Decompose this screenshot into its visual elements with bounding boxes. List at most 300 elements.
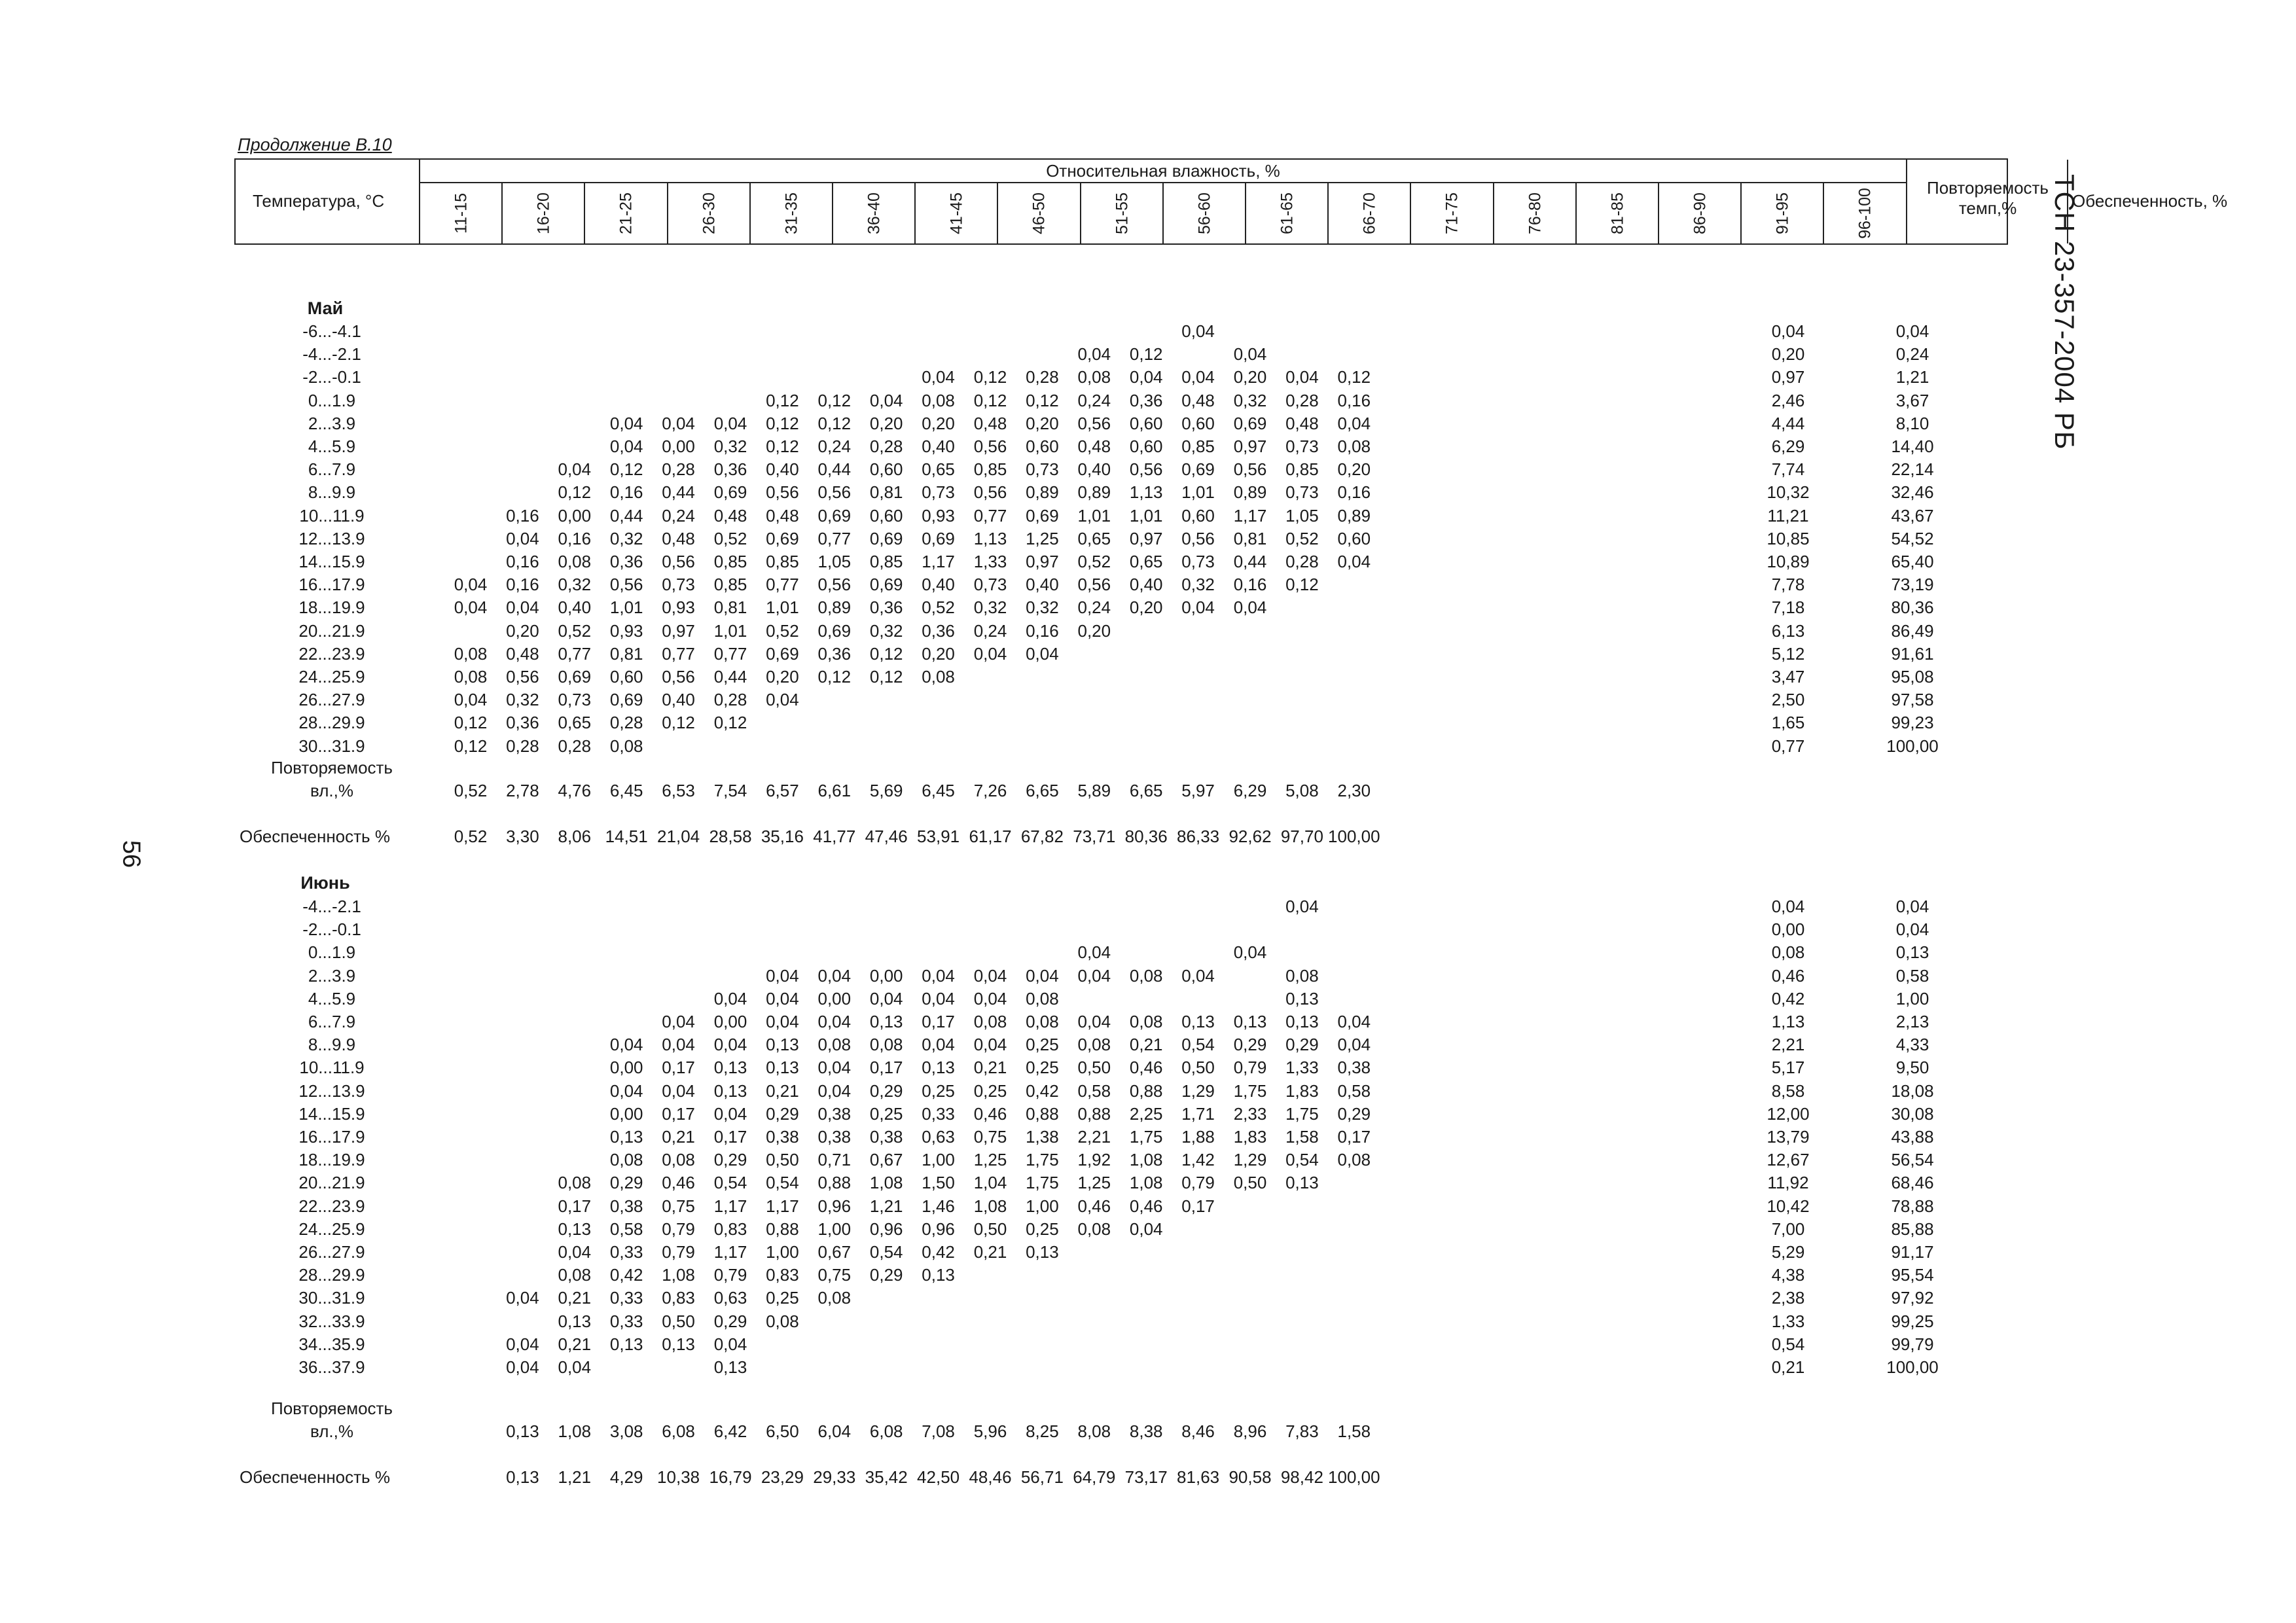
table-cell: 0,08 [454, 643, 488, 664]
humidity-supply-value: 10,38 [657, 1467, 700, 1487]
table-cell: 0,20 [1077, 620, 1111, 641]
table-cell: 0,24 [1077, 597, 1111, 618]
table-cell: 0,04 [1026, 643, 1059, 664]
table-cell: 0,48 [506, 643, 539, 664]
table-cell: 0,52 [766, 620, 799, 641]
table-cell: 2,25 [1129, 1103, 1163, 1124]
table-cell: 0,08 [454, 667, 488, 687]
row-temperature-label: 18...19.9 [298, 597, 365, 618]
table-cell: 0,69 [869, 575, 903, 595]
humidity-range-label: 21-25 [617, 192, 636, 234]
table-cell: 0,48 [662, 528, 695, 548]
row-repeat-value: 1,13 [1771, 1012, 1805, 1031]
row-temperature-label: 2...3.9 [308, 413, 356, 433]
table-cell: 0,21 [973, 1058, 1007, 1078]
table-cell: 0,56 [1233, 459, 1267, 480]
table-cell: 0,96 [922, 1219, 955, 1239]
table-cell: 0,50 [1233, 1173, 1267, 1193]
row-temperature-label: 10...11.9 [299, 1058, 365, 1078]
table-cell: 1,01 [1129, 505, 1163, 526]
table-cell: 0,12 [1337, 367, 1371, 387]
table-cell: 0,04 [713, 1035, 747, 1055]
humidity-repeat-value: 6,53 [662, 781, 695, 800]
table-cell: 1,38 [1026, 1127, 1059, 1147]
table-cell: 0,28 [869, 437, 903, 456]
humidity-range-label: 81-85 [1608, 192, 1627, 234]
row-supply-value: 99,25 [1891, 1311, 1934, 1331]
humidity-supply-value: 41,77 [813, 827, 856, 846]
temperature-header-cell [236, 160, 420, 243]
table-cell: 0,56 [662, 552, 695, 571]
table-cell: 0,89 [1337, 505, 1371, 526]
table-cell: 0,28 [1285, 552, 1319, 571]
table-cell: 0,75 [973, 1127, 1007, 1147]
humidity-range-cell [916, 183, 998, 243]
table-cell: 0,73 [973, 575, 1007, 595]
table-cell: 0,04 [1233, 344, 1267, 365]
row-temperature-label: -6...-4.1 [302, 321, 361, 341]
row-supply-value: 100,00 [1886, 736, 1939, 756]
table-cell: 1,25 [973, 1150, 1007, 1170]
table-cell: 2,33 [1233, 1103, 1267, 1124]
table-cell: 0,08 [558, 552, 592, 571]
row-repeat-value: 0,97 [1771, 367, 1805, 387]
table-cell: 0,20 [1026, 413, 1059, 433]
humidity-header-cell [420, 160, 1907, 183]
row-repeat-value: 4,38 [1771, 1265, 1805, 1285]
row-supply-value: 22,14 [1891, 459, 1934, 480]
table-cell: 0,97 [662, 620, 695, 641]
table-cell: 0,60 [1181, 413, 1215, 433]
table-cell: 0,60 [1129, 437, 1163, 456]
table-cell: 0,69 [713, 482, 747, 503]
table-cell: 0,08 [609, 1150, 643, 1170]
table-cell: 0,69 [558, 667, 592, 687]
table-cell: 0,13 [766, 1035, 799, 1055]
row-temperature-label: 24...25.9 [298, 1219, 365, 1239]
humidity-repeat-value: 6,45 [922, 781, 955, 800]
row-repeat-value: 5,12 [1771, 643, 1805, 664]
humidity-supply-value: 23,29 [761, 1467, 804, 1487]
table-cell: 0,28 [506, 736, 539, 756]
table-cell: 0,60 [869, 505, 903, 526]
table-cell: 1,17 [922, 552, 955, 571]
table-cell: 0,38 [1337, 1058, 1371, 1078]
table-cell: 0,85 [973, 459, 1007, 480]
row-supply-value: 95,54 [1891, 1265, 1934, 1285]
supply-header-cell [2068, 160, 2269, 243]
table-cell: 1,88 [1181, 1127, 1215, 1147]
row-temperature-label: 34...35.9 [298, 1334, 365, 1354]
humidity-supply-value: 90,58 [1229, 1467, 1272, 1487]
row-supply-value: 0,58 [1895, 965, 1929, 986]
row-repeat-value: 6,13 [1771, 620, 1805, 641]
row-supply-value: 0,04 [1895, 897, 1929, 916]
row-temperature-label: 18...19.9 [298, 1150, 365, 1170]
humidity-repeat-value: 6,42 [713, 1421, 747, 1441]
table-cell: 0,08 [1026, 1012, 1059, 1031]
table-cell: 0,88 [1026, 1103, 1059, 1124]
table-cell: 1,01 [713, 620, 747, 641]
table-cell: 0,21 [973, 1242, 1007, 1262]
table-cell: 0,17 [558, 1196, 592, 1216]
humidity-range-label: 61-65 [1278, 192, 1297, 234]
table-cell: 0,46 [1129, 1058, 1163, 1078]
table-cell: 0,04 [973, 988, 1007, 1008]
row-repeat-value: 2,21 [1771, 1035, 1805, 1055]
table-cell: 0,54 [1181, 1035, 1215, 1055]
table-cell: 0,21 [558, 1334, 592, 1354]
table-cell: 0,13 [766, 1058, 799, 1078]
table-cell: 0,83 [662, 1288, 695, 1308]
repeat-row-label-unit: вл.,% [310, 781, 353, 800]
table-cell: 0,04 [713, 1103, 747, 1124]
table-cell: 0,08 [1337, 437, 1371, 456]
row-temperature-label: 26...27.9 [298, 690, 365, 710]
table-cell: 0,32 [506, 690, 539, 710]
humidity-range-cell [420, 183, 503, 243]
table-cell: 1,08 [973, 1196, 1007, 1216]
humidity-range-cell [1659, 183, 1742, 243]
table-cell: 1,83 [1285, 1080, 1319, 1101]
table-cell: 0,04 [1129, 1219, 1163, 1239]
humidity-range-label: 41-45 [947, 192, 966, 234]
table-cell: 1,58 [1285, 1127, 1319, 1147]
table-cell: 0,04 [922, 1035, 955, 1055]
row-temperature-label: 22...23.9 [298, 643, 365, 664]
table-cell: 0,69 [1181, 459, 1215, 480]
row-supply-value: 9,50 [1895, 1058, 1929, 1078]
table-cell: 0,60 [869, 459, 903, 480]
table-cell: 0,73 [922, 482, 955, 503]
humidity-supply-value: 92,62 [1229, 827, 1272, 846]
table-cell: 0,04 [609, 437, 643, 456]
table-cell: 1,75 [1026, 1150, 1059, 1170]
humidity-range-cell [503, 183, 585, 243]
table-cell: 0,25 [766, 1288, 799, 1308]
table-cell: 0,12 [869, 643, 903, 664]
table-cell: 0,28 [662, 459, 695, 480]
row-repeat-value: 0,46 [1771, 965, 1805, 986]
row-temperature-label: 8...9.9 [308, 482, 356, 503]
table-cell: 0,12 [817, 390, 852, 410]
humidity-range-cell [1494, 183, 1577, 243]
humidity-range-cell [1824, 183, 1907, 243]
table-cell: 0,65 [558, 713, 592, 733]
humidity-range-label: 16-20 [534, 192, 553, 234]
row-supply-value: 43,67 [1891, 505, 1934, 526]
table-cell: 0,12 [817, 667, 852, 687]
table-cell: 0,38 [869, 1127, 903, 1147]
table-cell: 0,16 [1337, 390, 1371, 410]
table-cell: 0,29 [713, 1150, 747, 1170]
table-cell: 0,93 [922, 505, 955, 526]
humidity-repeat-value: 5,96 [973, 1421, 1007, 1441]
table-cell: 0,04 [1181, 321, 1215, 341]
humidity-range-cell [668, 183, 751, 243]
table-cell: 2,21 [1077, 1127, 1111, 1147]
humidity-repeat-value: 6,65 [1129, 781, 1163, 800]
table-cell: 0,50 [662, 1311, 695, 1331]
row-temperature-label: 24...25.9 [298, 667, 365, 687]
table-cell: 0,36 [1129, 390, 1163, 410]
table-cell: 0,73 [1285, 437, 1319, 456]
row-repeat-value: 0,04 [1771, 321, 1805, 341]
table-cell: 0,33 [609, 1311, 643, 1331]
row-repeat-value: 4,44 [1771, 413, 1805, 433]
table-cell: 1,33 [1285, 1058, 1319, 1078]
table-cell: 0,21 [766, 1080, 799, 1101]
table-cell: 0,40 [766, 459, 799, 480]
row-supply-value: 4,33 [1895, 1035, 1929, 1055]
table-cell: 0,32 [609, 528, 643, 548]
humidity-repeat-value: 7,26 [973, 781, 1007, 800]
table-cell: 0,04 [766, 1012, 799, 1031]
table-cell: 0,29 [869, 1265, 903, 1285]
table-cell: 0,12 [817, 413, 852, 433]
row-repeat-value: 3,47 [1771, 667, 1805, 687]
row-repeat-value: 10,42 [1767, 1196, 1810, 1216]
row-temperature-label: 6...7.9 [308, 1012, 356, 1031]
repeat-header: Повторяемость темп,% [1927, 178, 2049, 218]
table-cell: 1,46 [922, 1196, 955, 1216]
table-cell: 0,12 [1285, 575, 1319, 595]
table-cell: 0,08 [558, 1265, 592, 1285]
table-cell: 0,20 [1129, 597, 1163, 618]
row-supply-value: 100,00 [1886, 1357, 1939, 1377]
humidity-supply-value: 81,63 [1177, 1467, 1220, 1487]
table-cell: 0,04 [869, 390, 903, 410]
table-cell: 0,29 [609, 1173, 643, 1193]
table-cell: 0,36 [817, 643, 852, 664]
humidity-supply-value: 100,00 [1328, 1467, 1380, 1487]
table-cell: 1,75 [1129, 1127, 1163, 1147]
row-repeat-value: 2,38 [1771, 1288, 1805, 1308]
row-supply-value: 73,19 [1891, 575, 1934, 595]
table-cell: 0,13 [713, 1080, 747, 1101]
table-cell: 0,88 [766, 1219, 799, 1239]
row-supply-value: 3,67 [1895, 390, 1929, 410]
row-supply-value: 0,13 [1895, 942, 1929, 963]
table-cell: 0,29 [1337, 1103, 1371, 1124]
table-cell: 0,04 [1337, 552, 1371, 571]
table-cell: 0,04 [558, 1357, 592, 1377]
humidity-range-label: 36-40 [865, 192, 884, 234]
row-supply-value: 8,10 [1895, 413, 1929, 433]
table-cell: 0,20 [922, 643, 955, 664]
table-cell: 0,93 [609, 620, 643, 641]
humidity-range-label: 86-90 [1691, 192, 1710, 234]
table-cell: 0,04 [766, 690, 799, 710]
table-cell: 0,12 [1129, 344, 1163, 365]
row-temperature-label: 12...13.9 [298, 528, 365, 548]
supply-header: Обеспеченность, % [2072, 191, 2228, 211]
table-cell: 0,04 [1233, 597, 1267, 618]
table-cell: 0,60 [1129, 413, 1163, 433]
table-cell: 0,00 [817, 988, 852, 1008]
table-cell: 0,48 [766, 505, 799, 526]
table-cell: 0,73 [1026, 459, 1059, 480]
humidity-repeat-value: 6,57 [766, 781, 799, 800]
table-cell: 0,04 [662, 1012, 695, 1031]
table-cell: 0,04 [1337, 413, 1371, 433]
row-temperature-label: 32...33.9 [298, 1311, 365, 1331]
humidity-range-cell [1081, 183, 1164, 243]
row-supply-value: 65,40 [1891, 552, 1934, 571]
table-cell: 0,85 [869, 552, 903, 571]
table-cell: 0,60 [1337, 528, 1371, 548]
humidity-header: Относительная влажность, % [1046, 161, 1280, 181]
row-repeat-value: 7,78 [1771, 575, 1805, 595]
table-cell: 0,56 [1077, 575, 1111, 595]
table-cell: 0,97 [1129, 528, 1163, 548]
row-repeat-value: 11,92 [1767, 1173, 1809, 1193]
row-supply-value: 99,23 [1891, 713, 1934, 733]
humidity-range-cell [1164, 183, 1246, 243]
table-cell: 1,25 [1026, 528, 1059, 548]
table-cell: 0,04 [454, 690, 488, 710]
row-supply-value: 0,04 [1895, 919, 1929, 940]
table-cell: 1,83 [1233, 1127, 1267, 1147]
table-cell: 0,20 [922, 413, 955, 433]
table-cell: 0,29 [766, 1103, 799, 1124]
row-supply-value: 78,88 [1891, 1196, 1934, 1216]
row-temperature-label: 0...1.9 [308, 942, 356, 963]
document-code: ТСН 23-357-2004 РБ [2049, 174, 2080, 450]
table-cell: 0,13 [713, 1058, 747, 1078]
table-cell: 0,28 [713, 690, 747, 710]
table-cell: 0,88 [817, 1173, 852, 1193]
table-cell: 0,56 [817, 575, 852, 595]
table-cell: 0,25 [973, 1080, 1007, 1101]
page-number: 56 [117, 840, 145, 868]
table-cell: 0,12 [766, 437, 799, 456]
table-cell: 0,13 [1026, 1242, 1059, 1262]
table-cell: 0,17 [1181, 1196, 1215, 1216]
row-supply-value: 0,04 [1895, 321, 1929, 341]
humidity-repeat-value: 6,04 [817, 1421, 852, 1441]
table-cell: 0,56 [973, 482, 1007, 503]
table-cell: 0,58 [1077, 1080, 1111, 1101]
table-cell: 0,04 [1077, 344, 1111, 365]
table-cell: 1,08 [869, 1173, 903, 1193]
humidity-supply-value: 8,06 [558, 827, 592, 846]
row-supply-value: 0,24 [1895, 344, 1929, 365]
table-cell: 0,13 [1285, 988, 1319, 1008]
table-cell: 0,16 [609, 482, 643, 503]
table-cell: 1,08 [1129, 1150, 1163, 1170]
repeat-row-label: Повторяемость [271, 758, 393, 777]
row-repeat-value: 2,46 [1771, 390, 1805, 410]
table-cell: 1,01 [766, 597, 799, 618]
table-cell: 0,04 [973, 965, 1007, 986]
table-cell: 0,04 [609, 1035, 643, 1055]
row-supply-value: 97,92 [1891, 1288, 1934, 1308]
row-temperature-label: 26...27.9 [298, 1242, 365, 1262]
table-cell: 1,17 [713, 1242, 747, 1262]
humidity-supply-value: 67,82 [1020, 827, 1064, 846]
humidity-repeat-value: 6,65 [1026, 781, 1059, 800]
row-temperature-label: -4...-2.1 [302, 344, 361, 365]
table-cell: 0,04 [817, 1080, 852, 1101]
table-cell: 0,17 [922, 1012, 955, 1031]
june-title: Июнь [300, 873, 350, 893]
row-supply-value: 86,49 [1891, 620, 1934, 641]
humidity-supply-value: 98,42 [1280, 1467, 1323, 1487]
table-cell: 0,40 [922, 575, 955, 595]
table-cell: 0,38 [817, 1127, 852, 1147]
table-cell: 0,17 [662, 1058, 695, 1078]
table-cell: 0,24 [817, 437, 852, 456]
table-cell: 0,69 [1233, 413, 1267, 433]
humidity-repeat-value: 0,13 [506, 1421, 539, 1441]
table-cell: 0,08 [973, 1012, 1007, 1031]
table-cell: 0,32 [869, 620, 903, 641]
table-cell: 0,50 [1181, 1058, 1215, 1078]
table-cell: 0,25 [1026, 1219, 1059, 1239]
humidity-range-label: 56-60 [1195, 192, 1214, 234]
table-cell: 0,69 [766, 643, 799, 664]
table-continuation-caption: Продолжение В.10 [238, 135, 392, 154]
humidity-supply-value: 1,21 [558, 1467, 592, 1487]
table-cell: 0,33 [609, 1288, 643, 1308]
table-cell: 0,67 [817, 1242, 852, 1262]
table-cell: 0,73 [558, 690, 592, 710]
table-cell: 0,12 [869, 667, 903, 687]
table-cell: 0,46 [662, 1173, 695, 1193]
table-cell: 0,08 [662, 1150, 695, 1170]
table-cell: 0,21 [662, 1127, 695, 1147]
humidity-repeat-value: 3,08 [609, 1421, 643, 1441]
table-cell: 0,04 [973, 643, 1007, 664]
table-cell: 0,16 [506, 505, 539, 526]
table-cell: 0,79 [662, 1219, 695, 1239]
table-cell: 0,12 [973, 367, 1007, 387]
table-cell: 0,75 [817, 1265, 852, 1285]
table-cell: 0,77 [817, 528, 852, 548]
table-cell: 0,81 [869, 482, 903, 503]
table-cell: 0,08 [817, 1288, 852, 1308]
table-cell: 0,04 [662, 413, 695, 433]
table-cell: 0,04 [922, 367, 955, 387]
table-cell: 0,20 [1337, 459, 1371, 480]
supply-row-label: Обеспеченность % [240, 1467, 390, 1487]
humidity-supply-value: 35,16 [761, 827, 804, 846]
humidity-supply-value: 16,79 [709, 1467, 752, 1487]
table-cell: 0,46 [1129, 1196, 1163, 1216]
humidity-supply-value: 73,71 [1073, 827, 1116, 846]
humidity-range-label: 26-30 [700, 192, 719, 234]
table-cell: 0,04 [1337, 1035, 1371, 1055]
row-supply-value: 18,08 [1891, 1080, 1934, 1101]
row-repeat-value: 10,85 [1767, 528, 1810, 548]
table-cell: 0,29 [1233, 1035, 1267, 1055]
table-cell: 0,04 [766, 988, 799, 1008]
humidity-range-cell [833, 183, 916, 243]
row-repeat-value: 2,50 [1771, 690, 1805, 710]
table-cell: 0,04 [506, 528, 539, 548]
table-cell: 0,48 [1181, 390, 1215, 410]
table-cell: 0,04 [609, 413, 643, 433]
table-cell: 0,08 [1285, 965, 1319, 986]
humidity-range-cell [1742, 183, 1824, 243]
table-cell: 0,48 [1077, 437, 1111, 456]
table-cell: 0,04 [817, 965, 852, 986]
table-cell: 1,05 [1285, 505, 1319, 526]
table-cell: 0,25 [922, 1080, 955, 1101]
table-cell: 0,33 [609, 1242, 643, 1262]
table-cell: 1,08 [662, 1265, 695, 1285]
